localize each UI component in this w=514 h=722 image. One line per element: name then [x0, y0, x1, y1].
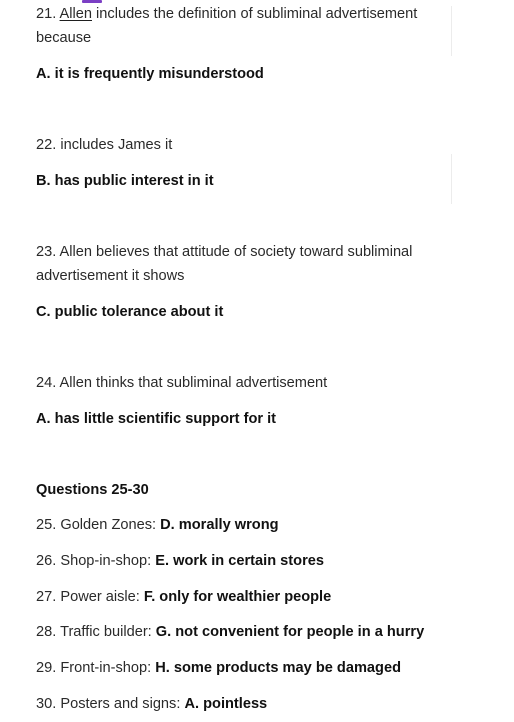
column-divider	[451, 154, 452, 204]
match-label: 28. Traffic builder:	[36, 624, 152, 640]
question-number: 22.	[36, 137, 57, 153]
question-number: 24.	[36, 375, 57, 391]
question-number: 23.	[36, 244, 57, 260]
match-30	[36, 694, 267, 714]
column-divider	[451, 6, 452, 56]
question-text: includes the definition of subliminal advertisement	[92, 6, 418, 22]
question-21-text	[36, 4, 417, 24]
match-answer: A. pointless	[184, 696, 268, 712]
match-answer: F. only for wealthier people	[143, 589, 332, 605]
question-text: Allen thinks that subliminal advertisement	[59, 375, 328, 391]
match-25	[36, 515, 279, 535]
match-28	[36, 622, 424, 642]
match-29	[36, 658, 401, 678]
question-text: Allen believes that attitude of society toward subliminal	[59, 244, 413, 260]
match-answer: G. not convenient for people in a hurry	[155, 624, 425, 640]
match-label: 30. Posters and signs:	[36, 696, 181, 712]
question-number: 21.	[36, 6, 57, 22]
question-24-text	[36, 373, 327, 393]
match-27	[36, 587, 331, 607]
match-label: 26. Shop-in-shop:	[36, 553, 152, 569]
question-keyword: Allen	[59, 6, 92, 22]
question-21-text-cont: because	[36, 30, 92, 46]
section-header: Questions 25-30	[36, 482, 149, 498]
question-text: includes James it	[60, 137, 173, 153]
question-23-text	[36, 242, 412, 262]
question-22-text	[36, 135, 172, 155]
match-answer: E. work in certain stores	[155, 553, 324, 569]
answer-23: C. public tolerance about it	[36, 304, 224, 320]
answer-22: B. has public interest in it	[36, 173, 214, 189]
answer-24: A. has little scientific support for it	[36, 411, 277, 427]
match-label: 29. Front-in-shop:	[36, 660, 152, 676]
match-answer: D. morally wrong	[160, 517, 279, 533]
match-answer: H. some products may be damaged	[155, 660, 401, 676]
question-23-text-cont: advertisement it shows	[36, 268, 185, 284]
match-26	[36, 551, 324, 571]
match-label: 27. Power aisle:	[36, 589, 140, 605]
answer-21: A. it is frequently misunderstood	[36, 66, 264, 82]
scroll-indicator	[82, 0, 102, 3]
match-label: 25. Golden Zones:	[36, 517, 157, 533]
